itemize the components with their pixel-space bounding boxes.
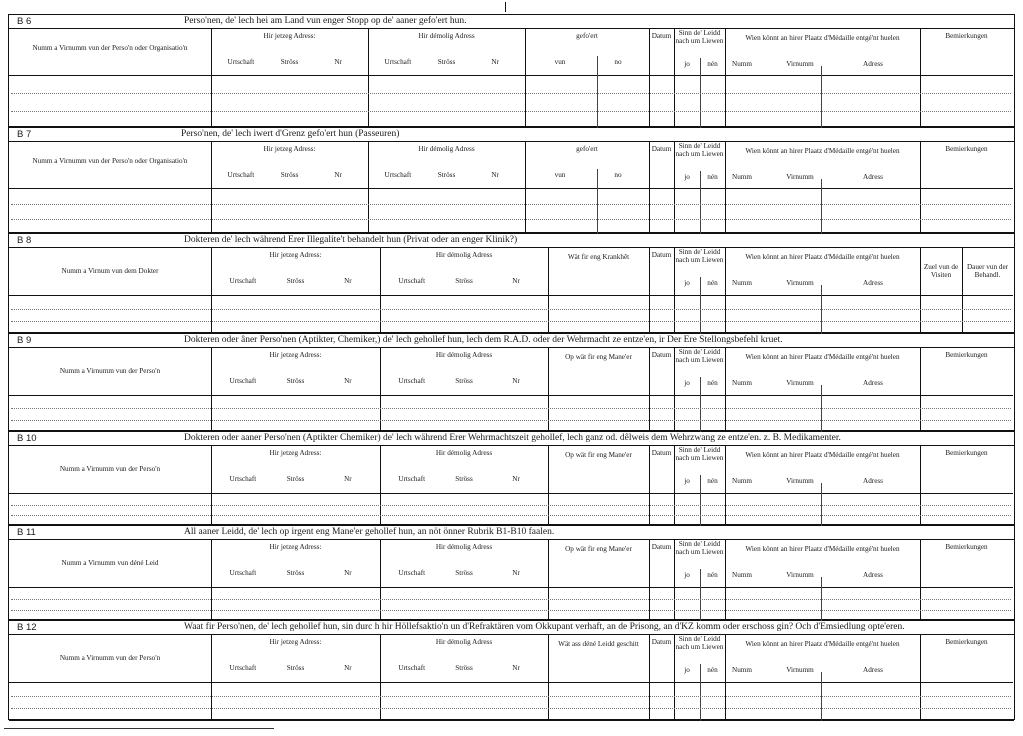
yes-no-divider [700,171,701,234]
first-column-label: Numm a Virnumm vun der Perso'n [59,465,161,473]
column-divider [649,445,650,526]
date-label: Datum [651,543,672,551]
form-page [8,14,1015,720]
section-code: B 12 [17,622,37,633]
first-column-label: Numm a Virnumm vun déné Leid [61,559,159,567]
column-divider [368,28,369,128]
street-label: Ströss [455,377,473,385]
entry-line[interactable] [11,111,1011,112]
section-grid [9,347,1014,432]
column-divider [525,141,526,234]
transported-label: gefo'ert [576,145,598,153]
section-header [9,334,1014,348]
date-label: Datum [651,145,672,153]
detail-column-label: Op wät fir eng Mane'er [565,353,632,361]
first-column-label: Numm a Virnumm vun der Perso'n oder Organisatio'n [32,44,188,52]
alive-label: Sinn de' Leidd nach um Liewen [675,142,724,158]
column-divider [920,141,921,234]
column-divider [368,141,369,234]
number-label: Nr [334,171,342,179]
yes-no-divider [700,664,701,721]
detail-column-label: Wät ass déné Leidd geschitt [558,640,639,648]
section-code: B 10 [17,433,37,444]
medal-recipient-label: Wien könnt an hirer Plaatz d'Médaille entgé'nt huelen [745,253,900,261]
medal-recipient-label: Wien könnt an hirer Plaatz d'Médaille entgé'nt huelen [745,545,900,553]
column-divider [920,445,921,526]
remarks-label: Bemierkungen [945,449,988,457]
column-divider [211,141,212,234]
yes-no-divider [700,277,701,334]
street-label: Ströss [286,377,305,385]
section-code: B 9 [17,335,32,346]
section-header [9,15,1014,29]
former-address-label: Hir démolig Adress [418,145,475,153]
name-label: Numm [732,60,752,68]
street-label: Ströss [455,569,473,577]
name-label: Numm [732,477,752,485]
address-label: Adress [863,173,883,181]
no-label: nén [707,477,718,485]
city-label: Urtschaft [398,475,426,483]
number-label: Nr [512,277,520,285]
section-title: Dokteren de' lech während Erer Illegalite't behandelt hun (Privat oder an enger Klinik?) [184,235,518,245]
street-label: Ströss [286,475,305,483]
date-label: Datum [651,32,672,40]
column-divider [380,445,381,526]
city-label: Urtschaft [227,171,255,179]
former-address-label: Hir démolig Adress [435,351,493,359]
number-label: Nr [512,569,520,577]
firstname-label: Virnumm [786,477,814,485]
number-label: Nr [344,377,352,385]
firstname-label: Virnumm [786,666,814,674]
firstname-label: Virnumm [786,571,814,579]
alive-label: Sinn de' Leidd nach um Liewen [675,348,724,364]
entry-line[interactable] [11,204,1011,205]
remarks-label: Bemierkungen [945,638,988,646]
column-divider [649,141,650,234]
entry-line[interactable] [11,610,1011,611]
section-b7 [9,128,1014,234]
medal-recipient-label: Wien könnt an hirer Plaatz d'Médaille entgé'nt huelen [745,640,900,648]
header-bottom-rule [9,493,1013,494]
section-b11 [9,526,1014,621]
city-label: Urtschaft [384,171,412,179]
alive-label: Sinn de' Leidd nach um Liewen [675,446,724,462]
section-header [9,432,1014,446]
number-label: Nr [491,58,499,66]
city-label: Urtschaft [398,664,426,672]
detail-column-label: Op wät fir eng Mane'er [565,451,632,459]
section-grid [9,634,1014,721]
section-title: Dokteren oder âner Perso'nen (Aptikter, Chemiker,) de' lech gehollef hun, lech dem R.A.D. oder der Wehrmacht ze entze'en, ir Der Ere Stellongsbefehl kruet. [184,335,783,345]
entry-line[interactable] [11,708,1011,709]
section-code: B 7 [17,129,32,140]
yes-no-divider [700,569,701,621]
address-label: Adress [863,571,883,579]
street-label: Ströss [437,58,456,66]
city-label: Urtschaft [229,475,257,483]
entry-line[interactable] [11,599,1011,600]
name-label: Numm [732,379,752,387]
column-divider [548,445,549,526]
detail-column-label: Wät fir eng Krankhêt [567,253,630,261]
name-label: Numm [732,571,752,579]
current-address-label: Hir jetzeg Adress: [269,351,322,359]
date-label: Datum [651,251,672,259]
to-label: no [614,171,622,179]
street-label: Ströss [286,277,305,285]
entry-line[interactable] [11,408,1011,409]
street-label: Ströss [286,664,305,672]
address-label: Adress [863,666,883,674]
column-divider [649,539,650,621]
first-column-label: Numm a Virnum vun dem Dokter [61,267,159,275]
remarks-label: Bemierkungen [945,351,988,359]
address-label: Adress [863,477,883,485]
entry-line[interactable] [11,93,1011,94]
medal-recipient-label: Wien könnt an hirer Plaatz d'Médaille entgé'nt huelen [745,451,900,459]
no-label: nén [707,666,718,674]
current-address-label: Hir jetzeg Adress: [269,543,322,551]
section-title: Perso'nen, de' lech iwert d'Grenz gefo'ert hun (Passeuren) [181,129,400,139]
section-b12 [9,621,1014,721]
section-b8 [9,234,1014,334]
street-label: Ströss [455,277,473,285]
former-address-label: Hir démolig Adress [435,638,493,646]
firstname-label: Virnumm [786,173,814,181]
current-address-label: Hir jetzeg Adress: [263,145,316,153]
header-bottom-rule [9,587,1013,588]
date-label: Datum [651,638,672,646]
street-label: Ströss [455,475,473,483]
number-label: Nr [512,475,520,483]
alive-label: Sinn de' Leidd nach um Liewen [675,29,724,45]
former-address-label: Hir démolig Adress [435,251,493,259]
section-title: Dokteren oder aaner Perso'nen (Aptikter Chemiker) de' lech während Erer Wehrmachtszeit gehollef, lech ganz od. dêlweis dem Wehrzwang ze entze'en. z. B. Medikamenter. [184,433,841,443]
section-title: All aaner Leidd, de' lech op irgent eng Mane'er gehollef hun, an nöt önner Rubrik B1-B10 faalen. [184,527,555,537]
no-label: nén [707,279,718,287]
column-divider [211,539,212,621]
remarks-label: Bemierkungen [945,145,988,153]
section-title: Perso'nen, de' lech hei am Land vun enger Stopp op de' aaner gefo'ert hun. [184,16,467,26]
column-divider [211,28,212,128]
yes-label: jo [684,666,690,674]
medal-subdivider [821,66,822,128]
section-header [9,621,1014,635]
entry-line[interactable] [11,321,1011,322]
no-label: nén [707,60,718,68]
number-label: Nr [491,171,499,179]
section-header [9,234,1014,248]
city-label: Urtschaft [229,569,257,577]
city-label: Urtschaft [229,664,257,672]
alive-label: Sinn de' Leidd nach um Liewen [675,635,724,651]
medal-recipient-label: Wien könnt an hirer Plaatz d'Médaille entgé'nt huelen [745,353,900,361]
yes-no-divider [700,377,701,432]
number-label: Nr [512,664,520,672]
address-label: Adress [863,379,883,387]
header-bottom-rule [9,682,1013,683]
current-address-label: Hir jetzeg Adress: [269,251,322,259]
no-label: nén [707,571,718,579]
yes-no-divider [700,475,701,526]
section-grid [9,247,1014,334]
column-divider [211,445,212,526]
section-b10 [9,432,1014,526]
visits-label: Zuel vun de Visiten [923,263,959,279]
firstname-label: Virnumm [786,279,814,287]
entry-line[interactable] [11,309,1011,310]
city-label: Urtschaft [398,277,426,285]
entry-line[interactable] [11,420,1011,421]
column-divider [649,28,650,128]
remarks-label: Bemierkungen [945,32,988,40]
name-label: Numm [732,279,752,287]
address-label: Adress [863,60,883,68]
number-label: Nr [344,664,352,672]
section-b6 [9,15,1014,128]
address-label: Adress [863,279,883,287]
section-grid [9,141,1014,234]
section-b9 [9,334,1014,432]
header-bottom-rule [9,75,1013,76]
section-header [9,128,1014,142]
yes-label: jo [684,60,690,68]
section-code: B 11 [17,527,36,538]
to-label: no [614,58,622,66]
former-address-label: Hir démolig Adress [435,543,493,551]
bottom-rule [4,728,274,729]
alive-label: Sinn de' Leidd nach um Liewen [675,540,724,556]
yes-label: jo [684,279,690,287]
medal-recipient-label: Wien könnt an hirer Plaatz d'Médaille entgé'nt huelen [745,34,900,42]
column-divider [725,28,726,128]
column-divider [548,539,549,621]
from-to-divider [597,56,598,128]
section-title: Waat fir Perso'nen, de' lech gehollef hun, sin durc h hir Höllefsaktio'n un d'Refraktären vom Okkupant verhaft, an de Prisong, an d'KZ komm oder erschoss gin? Och d'Emsiedlung opte'eren. [184,622,905,632]
column-divider [525,28,526,128]
entry-line[interactable] [11,219,1011,220]
yes-label: jo [684,379,690,387]
number-label: Nr [344,277,352,285]
current-address-label: Hir jetzeg Adress: [269,449,322,457]
number-label: Nr [344,475,352,483]
number-label: Nr [344,569,352,577]
first-column-label: Numm a Virnumm vun der Perso'n [59,367,161,375]
street-label: Ströss [286,569,305,577]
section-code: B 6 [17,16,32,27]
first-column-label: Numm a Virnumm vun der Perso'n [59,654,161,662]
city-label: Urtschaft [227,58,255,66]
first-column-label: Numm a Virnumm vun der Perso'n oder Organisatio'n [32,157,188,165]
city-label: Urtschaft [229,277,257,285]
column-divider [920,539,921,621]
date-label: Datum [651,351,672,359]
name-label: Numm [732,173,752,181]
yes-label: jo [684,477,690,485]
former-address-label: Hir démolig Adress [418,32,475,40]
no-label: nén [707,379,718,387]
section-grid [9,445,1014,526]
header-bottom-rule [9,395,1013,396]
no-label: nén [707,173,718,181]
city-label: Urtschaft [398,377,426,385]
duration-label: Dauer vun der Behandl. [966,263,1009,279]
firstname-label: Virnumm [786,379,814,387]
alive-label: Sinn de' Leidd nach um Liewen [675,248,724,264]
current-address-label: Hir jetzeg Adress: [263,32,316,40]
section-header [9,526,1014,540]
street-label: Ströss [280,171,299,179]
entry-line[interactable] [11,696,1011,697]
street-label: Ströss [437,171,456,179]
section-code: B 8 [17,235,32,246]
firstname-label: Virnumm [786,60,814,68]
medal-subdivider [821,179,822,234]
section-grid [9,28,1014,128]
column-divider [380,539,381,621]
former-address-label: Hir démolig Adress [435,449,493,457]
from-to-divider [597,169,598,234]
yes-label: jo [684,571,690,579]
remarks-label: Bemierkungen [945,543,988,551]
transported-label: gefo'ert [576,32,598,40]
street-label: Ströss [280,58,299,66]
current-address-label: Hir jetzeg Adress: [269,638,322,646]
from-label: vun [554,171,566,179]
date-label: Datum [651,449,672,457]
detail-column-label: Op wät fir eng Mane'er [565,545,632,553]
medal-recipient-label: Wien könnt an hirer Plaatz d'Médaille entgé'nt huelen [745,147,900,155]
number-label: Nr [512,377,520,385]
entry-line[interactable] [11,515,1011,516]
section-grid [9,539,1014,621]
city-label: Urtschaft [229,377,257,385]
top-crop-mark [505,2,506,12]
entry-line[interactable] [11,505,1011,506]
column-divider [920,28,921,128]
street-label: Ströss [455,664,473,672]
name-label: Numm [732,666,752,674]
yes-label: jo [684,173,690,181]
header-bottom-rule [9,295,1013,296]
city-label: Urtschaft [398,569,426,577]
from-label: vun [554,58,566,66]
header-bottom-rule [9,188,1013,189]
number-label: Nr [334,58,342,66]
city-label: Urtschaft [384,58,412,66]
